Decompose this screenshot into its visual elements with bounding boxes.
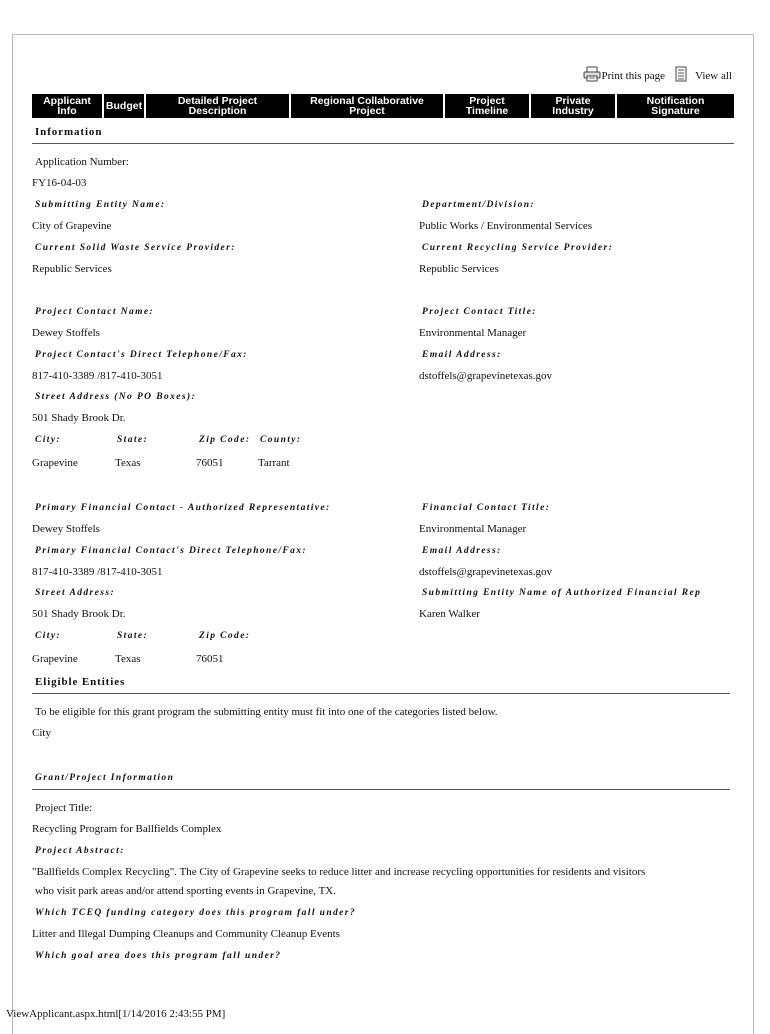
information-heading: Information xyxy=(35,126,103,138)
financial-email-value: dstoffels@grapevinetexas.gov xyxy=(419,566,553,578)
view-all-link[interactable]: View all xyxy=(695,69,732,82)
zip-value: 76051 xyxy=(196,457,224,469)
contact-phone-value: 817-410-3389 /817-410-3051 xyxy=(32,370,163,382)
recycling-label: Current Recycling Service Provider: xyxy=(422,243,614,253)
page-footer: ViewApplicant.aspx.html[1/14/2016 2:43:55 PM] xyxy=(6,1008,226,1020)
county-value: Tarrant xyxy=(258,457,290,469)
printer-icon[interactable] xyxy=(583,66,601,85)
tab-bar xyxy=(32,94,734,118)
financial-zip-value: 76051 xyxy=(196,653,224,665)
project-title-label: Project Title: xyxy=(35,802,93,814)
project-title-value: Recycling Program for Ballfields Complex xyxy=(32,823,222,835)
financial-title-value: Environmental Manager xyxy=(419,523,527,535)
zip-label: Zip Code: xyxy=(199,435,251,445)
grant-information-heading: Grant/Project Information xyxy=(35,773,175,783)
tab-private-industry[interactable]: Private Industry xyxy=(531,94,617,118)
city-label: City: xyxy=(35,435,61,445)
tab-regional-collaborative-project[interactable]: Regional Collaborative Project xyxy=(291,94,445,118)
financial-city-label: City: xyxy=(35,631,61,641)
county-label: County: xyxy=(260,435,302,445)
financial-city-value: Grapevine xyxy=(32,653,78,665)
solid-waste-label: Current Solid Waste Service Provider: xyxy=(35,243,236,253)
financial-street-value: 501 Shady Brook Dr. xyxy=(32,608,126,620)
tab-project-timeline[interactable]: Project Timeline xyxy=(445,94,531,118)
tab-applicant-info[interactable]: Applicant Info xyxy=(32,94,104,118)
financial-zip-label: Zip Code: xyxy=(199,631,251,641)
eligible-entities-heading: Eligible Entities xyxy=(35,676,126,688)
financial-state-label: State: xyxy=(117,631,149,641)
financial-title-label: Financial Contact Title: xyxy=(422,503,551,513)
project-abstract-label: Project Abstract: xyxy=(35,846,125,856)
document-list-icon[interactable] xyxy=(675,66,687,85)
information-divider xyxy=(32,143,734,144)
financial-contact-value: Dewey Stoffels xyxy=(32,523,100,535)
authorized-rep-label: Submitting Entity Name of Authorized Financial Rep xyxy=(422,588,702,598)
grant-information-divider xyxy=(32,789,730,790)
submitting-entity-value: City of Grapevine xyxy=(32,220,112,232)
contact-title-label: Project Contact Title: xyxy=(422,307,537,317)
funding-category-value: Litter and Illegal Dumping Cleanups and Community Cleanup Events xyxy=(32,928,340,940)
state-label: State: xyxy=(117,435,149,445)
eligible-entities-text: To be eligible for this grant program the submitting entity must fit into one of the categories listed below. xyxy=(35,706,498,718)
tab-detailed-project-description[interactable]: Detailed Project Description xyxy=(146,94,291,118)
toolbar xyxy=(583,66,732,85)
project-abstract-line-2: who visit park areas and/or attend sporting events in Grapevine, TX. xyxy=(35,885,336,897)
email-value: dstoffels@grapevinetexas.gov xyxy=(419,370,553,382)
street-label: Street Address (No PO Boxes): xyxy=(35,392,197,402)
goal-area-label: Which goal area does this program fall under? xyxy=(35,951,282,961)
tab-budget[interactable]: Budget xyxy=(104,94,146,118)
department-value: Public Works / Environmental Services xyxy=(419,220,593,232)
financial-email-label: Email Address: xyxy=(422,546,502,556)
funding-category-label: Which TCEQ funding category does this program fall under? xyxy=(35,908,357,918)
authorized-rep-value: Karen Walker xyxy=(419,608,480,620)
state-value: Texas xyxy=(115,457,141,469)
submitting-entity-label: Submitting Entity Name: xyxy=(35,200,166,210)
eligible-entities-value: City xyxy=(32,727,51,739)
financial-phone-label: Primary Financial Contact's Direct Telephone/Fax: xyxy=(35,546,307,556)
financial-phone-value: 817-410-3389 /817-410-3051 xyxy=(32,566,163,578)
application-number-value: FY16-04-03 xyxy=(32,177,87,189)
eligible-entities-divider xyxy=(32,693,730,694)
city-value: Grapevine xyxy=(32,457,78,469)
tab-notification-signature[interactable]: Notification Signature xyxy=(617,94,734,118)
contact-name-label: Project Contact Name: xyxy=(35,307,155,317)
solid-waste-value: Republic Services xyxy=(32,263,112,275)
financial-street-label: Street Address: xyxy=(35,588,116,598)
print-page-link[interactable]: Print this page xyxy=(601,69,666,82)
contact-phone-label: Project Contact's Direct Telephone/Fax: xyxy=(35,350,248,360)
application-number-label: Application Number: xyxy=(35,156,129,168)
page-frame xyxy=(12,34,754,1034)
department-label: Department/Division: xyxy=(422,200,535,210)
financial-state-value: Texas xyxy=(115,653,141,665)
contact-title-value: Environmental Manager xyxy=(419,327,527,339)
recycling-value: Republic Services xyxy=(419,263,499,275)
contact-name-value: Dewey Stoffels xyxy=(32,327,100,339)
project-abstract-line-1: "Ballfields Complex Recycling". The City of Grapevine seeks to reduce litter and increase recycling opportunities for residents and visitors xyxy=(32,866,646,878)
financial-contact-label: Primary Financial Contact - Authorized Representative: xyxy=(35,503,331,513)
street-value: 501 Shady Brook Dr. xyxy=(32,412,126,424)
email-label: Email Address: xyxy=(422,350,502,360)
